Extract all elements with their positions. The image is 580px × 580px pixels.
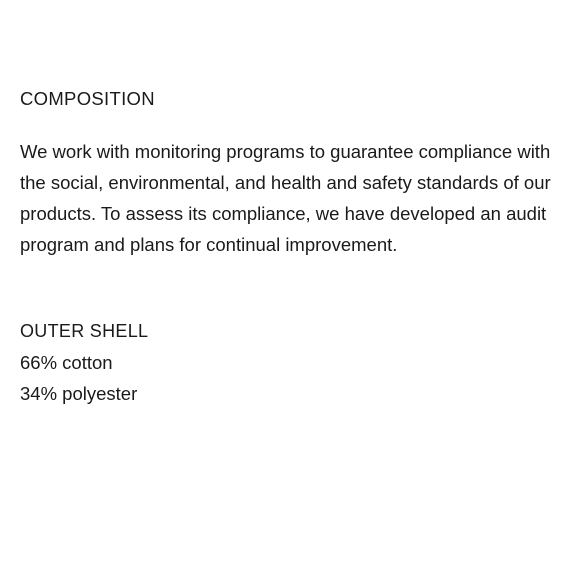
material-line: 66% cotton xyxy=(20,352,113,373)
composition-description: We work with monitoring programs to guarantee compliance with the social, environmental, and health and safety standards of our products. To assess its compliance, we have developed an audit program and plans for continual improvement. xyxy=(20,141,551,255)
outer-shell-heading: OUTER SHELL xyxy=(20,321,149,341)
material-line: 34% polyester xyxy=(20,383,138,404)
composition-title: COMPOSITION xyxy=(20,88,155,109)
outer-shell-section xyxy=(20,316,148,409)
